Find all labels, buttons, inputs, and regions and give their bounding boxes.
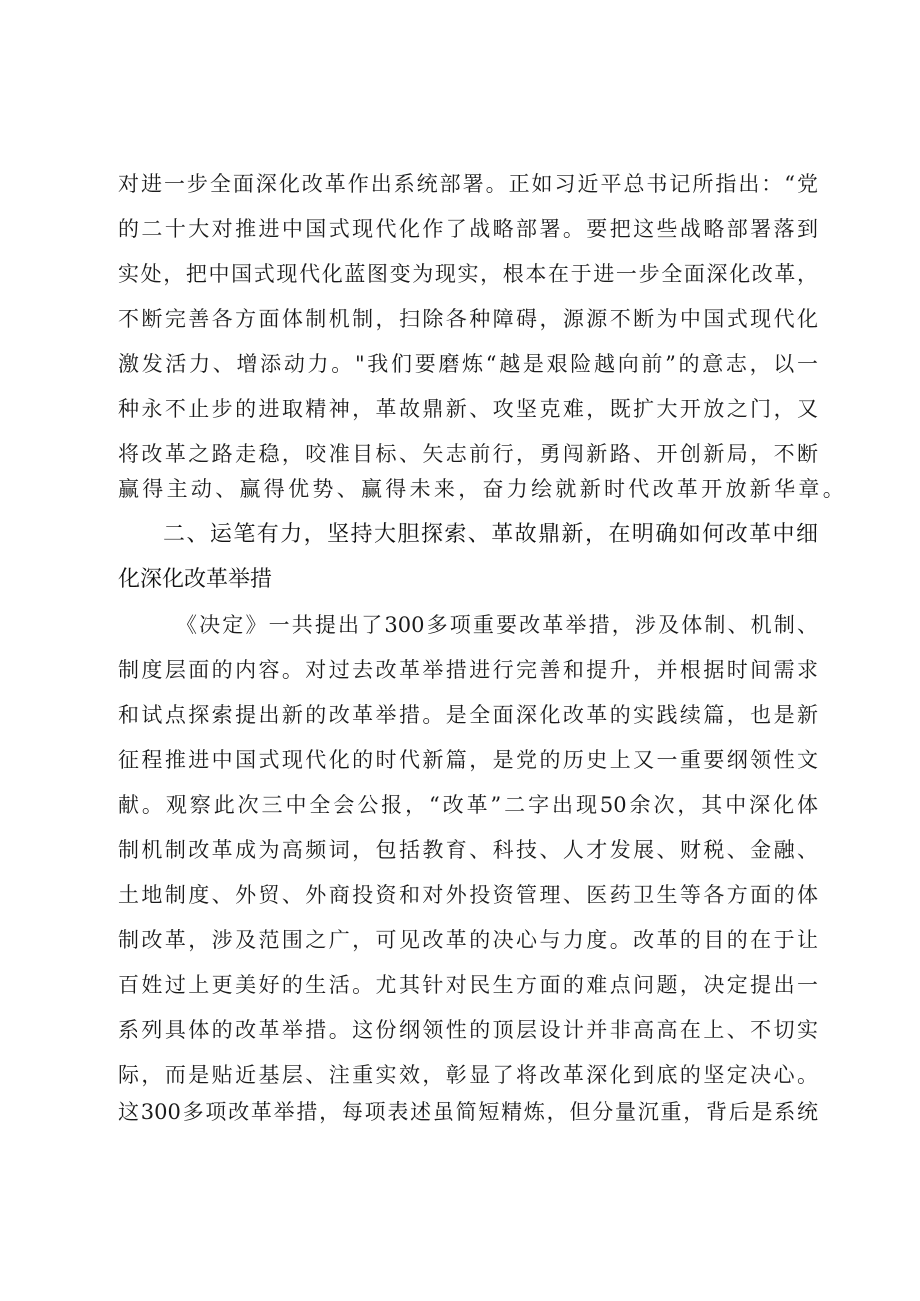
paragraph-line: 《决定》一共提出了300多项重要改革举措，涉及体制、机制、	[176, 613, 818, 637]
paragraph-line: 实处，把中国式现代化蓝图变为现实，根本在于进一步全面深化改革，	[118, 262, 818, 286]
paragraph-line: 的二十大对推进中国式现代化作了战略部署。要把这些战略部署落到	[118, 217, 818, 241]
paragraph-line: 赢得主动、赢得优势、赢得未来，奋力绘就新时代改革开放新华章。	[118, 477, 847, 501]
paragraph-line: 百姓过上更美好的生活。尤其针对民生方面的难点问题，决定提出一	[118, 973, 818, 997]
section-heading: 二、运笔有力，坚持大胆探索、革故鼎新，在明确如何改革中细	[163, 522, 818, 547]
paragraph-line: 不断完善各方面体制机制，扫除各种障碍，源源不断为中国式现代化	[118, 307, 818, 331]
paragraph-line: 激发活力、增添动力。"我们要磨炼“越是艰险越向前”的意志，以一	[118, 352, 818, 376]
paragraph-line: 征程推进中国式现代化的时代新篇，是党的历史上又一重要纲领性文	[118, 748, 818, 772]
paragraph-line: 土地制度、外贸、外商投资和对外投资管理、医药卫生等各方面的体	[118, 883, 818, 907]
paragraph-line: 这300多项改革举措，每项表述虽简短精炼，但分量沉重，背后是系统	[118, 1100, 818, 1124]
paragraph-line: 对进一步全面深化改革作出系统部署。正如习近平总书记所指出：“党	[118, 172, 818, 196]
paragraph-line: 际，而是贴近基层、注重实效，彰显了将改革深化到底的坚定决心。	[118, 1063, 818, 1087]
paragraph-line: 和试点探索提出新的改革举措。是全面深化改革的实践续篇，也是新	[118, 703, 818, 727]
paragraph-line: 制改革，涉及范围之广，可见改革的决心与力度。改革的目的在于让	[118, 928, 818, 952]
section-heading: 化深化改革举措	[118, 567, 273, 592]
paragraph-line: 系列具体的改革举措。这份纲领性的顶层设计并非高高在上、不切实	[118, 1018, 818, 1042]
paragraph-line: 制机制改革成为高频词，包括教育、科技、人才发展、财税、金融、	[118, 838, 818, 862]
paragraph-line: 制度层面的内容。对过去改革举措进行完善和提升，并根据时间需求	[118, 658, 818, 682]
paragraph-line: 献。观察此次三中全会公报，“改革”二字出现50余次，其中深化体	[118, 793, 818, 817]
paragraph-line: 种永不止步的进取精神，革故鼎新、攻坚克难，既扩大开放之门，又	[118, 397, 818, 421]
paragraph-line: 将改革之路走稳，咬准目标、矢志前行，勇闯新路、开创新局，不断	[118, 442, 818, 466]
